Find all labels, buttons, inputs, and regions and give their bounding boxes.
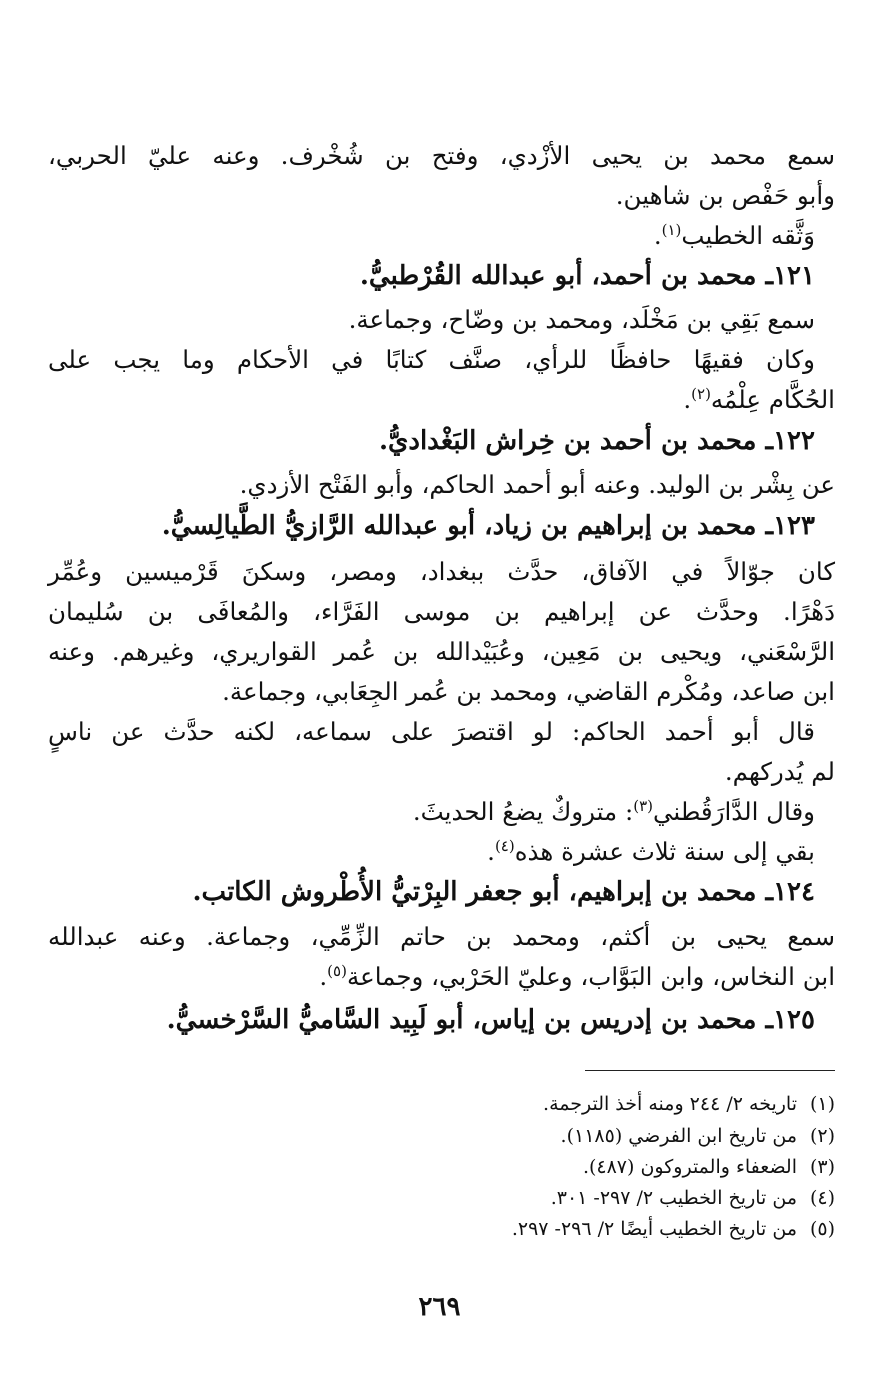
entry-heading-125: ١٢٥ـ محمد بن إدريس بن إياس، أبو لَبِيد السَّاميُّ السَّرْخسيُّ. (166, 1005, 815, 1035)
text-line: وَثَّقه الخطيب$^{(١)}$. (653, 220, 815, 250)
text-line: وكان فقيهًا حافظًا للرأي، صنَّف كتابًا في الأحكام وما يجب على (48, 345, 815, 374)
text-line: الحُكَّام عِلْمُه$^{(٢)}$. (683, 384, 835, 414)
text-line: ابن صاعد، ومُكْرم القاضي، ومحمد بن عُمر الجِعَابي، وجماعة. (222, 677, 835, 706)
entry-heading-123: ١٢٣ـ محمد بن إبراهيم بن زياد، أبو عبدالله الرَّازيُّ الطَّيالِسيُّ. (161, 511, 815, 541)
text-line: عن بِشْر بن الوليد. وعنه أبو أحمد الحاكم، وأبو الفَتْح الأزدي. (239, 470, 835, 499)
text-line: دَهْرًا. وحدَّث عن إبراهيم بن موسى الفَرَّاء، والمُعافَى بن سُليمان (48, 597, 835, 626)
entry-heading-121: ١٢١ـ محمد بن أحمد، أبو عبدالله القُرْطبيُّ. (359, 261, 815, 291)
text-line: الرَّسْعَني، ويحيى بن مَعِين، وعُبَيْدالله بن عُمر القواريري، وغيرهم. وعنه (48, 637, 835, 666)
footnote-ref: (٤) (494, 836, 515, 855)
text-line: سمع بَقِي بن مَخْلَد، ومحمد بن وضّاح، وجماعة. (348, 305, 815, 334)
footnote: (٥)من تاريخ الخطيب أيضًا ٢/ ٢٩٦- ٢٩٧. (511, 1218, 835, 1240)
page-number: ٢٦٩ (418, 1292, 461, 1322)
text-line: سمع يحيى بن أكثم، ومحمد بن حاتم الزِّمِّي، وجماعة. وعنه عبدالله (48, 922, 835, 951)
text-line: بقي إلى سنة ثلاث عشرة هذه$^{(٤)}$. (487, 836, 815, 866)
text-line: وأبو حَفْص بن شاهين. (615, 181, 835, 210)
entry-heading-122: ١٢٢ـ محمد بن أحمد بن خِراش البَغْداديُّ. (378, 426, 815, 456)
footnote-ref: (١) (661, 220, 682, 239)
text-line: قال أبو أحمد الحاكم: لو اقتصرَ على سماعه، لكنه حدَّث عن ناسٍ (48, 717, 815, 746)
text-line: وقال الدَّارَقُطني$^{(٣)}$: متروكٌ يضعُ الحديثَ. (412, 796, 815, 826)
text-line: كان جوّالاً في الآفاق، حدَّث ببغداد، ومصر، وسكنَ قَرْميسين وعُمِّر (48, 557, 835, 586)
footnote-ref: (٣) (633, 796, 653, 815)
footnote: (١)تاريخه ٢/ ٢٤٤ ومنه أخذ الترجمة. (543, 1093, 835, 1115)
footnote-ref: (٢) (691, 384, 711, 403)
text-line: لم يُدركهم. (724, 757, 835, 786)
footnote: (٣)الضعفاء والمتروكون (٤٨٧). (582, 1156, 835, 1178)
footnote-ref: (٥) (327, 961, 347, 980)
footnote: (٢)من تاريخ ابن الفرضي (١١٨٥). (560, 1125, 835, 1147)
text-line: ابن النخاس، وابن البَوَّاب، وعليّ الحَرْبي، وجماعة$^{(٥)}$. (319, 961, 835, 991)
footnote-separator (585, 1070, 835, 1071)
entry-heading-124: ١٢٤ـ محمد بن إبراهيم، أبو جعفر البِرْتيُّ الأُطْروش الكاتب. (192, 877, 815, 907)
footnote: (٤)من تاريخ الخطيب ٢/ ٢٩٧- ٣٠١. (550, 1187, 835, 1209)
text-line: سمع محمد بن يحيى الأزْدي، وفتح بن شُخْرف. وعنه عليّ الحربي، (48, 141, 835, 170)
